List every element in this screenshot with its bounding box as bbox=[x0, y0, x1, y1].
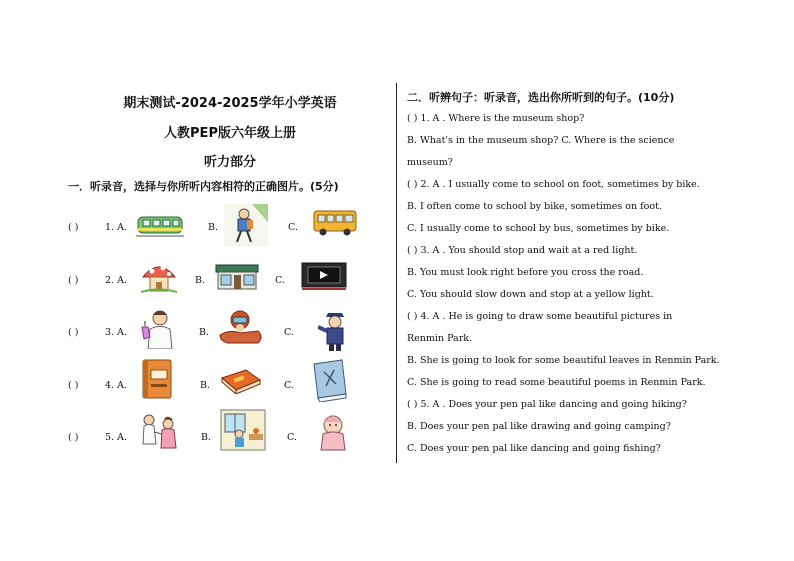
answer-blank[interactable]: ( ) bbox=[68, 432, 79, 443]
q2-option-b: B. I often come to school by bike, sometimes on foot. bbox=[407, 201, 662, 212]
q4-option-b: B. She is going to look for some beautiful leaves in Renmin Park. bbox=[407, 355, 720, 366]
section2-heading: 二．听辨句子：听录音，选出你所听到的句子。(10分) bbox=[407, 91, 675, 104]
q3-option-c: C. You should slow down and stop at a yellow light. bbox=[407, 289, 654, 300]
answer-blank[interactable]: ( ) bbox=[68, 380, 79, 391]
section1-heading: 一．听录音，选择与你所听内容相符的正确图片。(5分) bbox=[68, 180, 339, 193]
q1-options-b-c: B. What's in the museum shop? C. Where is the science bbox=[407, 135, 675, 146]
pilot-icon bbox=[218, 307, 264, 349]
answer-blank[interactable]: ( ) bbox=[68, 327, 79, 338]
question-row-5 bbox=[68, 418, 398, 468]
exam-title: 期末测试-2024-2025学年小学英语 bbox=[123, 96, 337, 111]
q3-option-a: ( ) 3. A . You should stop and wait at a red light. bbox=[407, 245, 638, 256]
q1-option-a: ( ) 1. A . Where is the museum shop? bbox=[407, 113, 585, 124]
window-room-icon bbox=[219, 408, 267, 452]
q5-option-a: ( ) 5. A . Does your pen pal like dancing and going hiking? bbox=[407, 399, 687, 410]
q4-option-c: C. She is going to read some beautiful poems in Renmin Park. bbox=[407, 377, 706, 388]
option-b-label: B. bbox=[201, 432, 212, 443]
option-c-label: C. bbox=[284, 380, 294, 391]
option-c-label: C. bbox=[284, 327, 294, 338]
answer-blank[interactable]: ( ) bbox=[68, 222, 79, 233]
q4-option-a-cont: Renmin Park. bbox=[407, 333, 473, 344]
answer-blank[interactable]: ( ) bbox=[68, 275, 79, 286]
train-icon bbox=[136, 212, 184, 240]
q4-option-a: ( ) 4. A . He is going to draw some beautiful pictures in bbox=[407, 311, 673, 322]
option-c-label: C. bbox=[288, 222, 298, 233]
q5-option-b: B. Does your pen pal like drawing and going camping? bbox=[407, 421, 671, 432]
question-number: 5. A. bbox=[105, 432, 127, 443]
option-c-label: C. bbox=[275, 275, 285, 286]
notebook-icon bbox=[308, 358, 350, 402]
q5-option-c: C. Does your pen pal like dancing and going fishing? bbox=[407, 443, 661, 454]
option-b-label: B. bbox=[199, 327, 210, 338]
listening-part-title: 听力部分 bbox=[203, 155, 256, 170]
question-number: 2. A. bbox=[105, 275, 127, 286]
option-b-label: B. bbox=[195, 275, 206, 286]
walking-boy-icon bbox=[224, 204, 268, 246]
q2-option-c: C. I usually come to school by bus, sometimes by bike. bbox=[407, 223, 670, 234]
baby-icon bbox=[315, 412, 351, 452]
question-number: 1. A. bbox=[105, 222, 127, 233]
doctor-patient-icon bbox=[140, 410, 180, 452]
question-row-2 bbox=[68, 261, 398, 311]
scientist-icon bbox=[138, 307, 176, 349]
option-b-label: B. bbox=[208, 222, 219, 233]
q3-option-b: B. You must look right before you cross the road. bbox=[407, 267, 644, 278]
option-c-label: C. bbox=[287, 432, 297, 443]
dictionary-icon bbox=[140, 358, 174, 400]
column-divider bbox=[396, 83, 397, 463]
book-icon bbox=[218, 366, 262, 394]
question-number: 3. A. bbox=[105, 327, 127, 338]
mushroom-house-icon bbox=[141, 261, 177, 293]
question-row-3 bbox=[68, 313, 398, 363]
shop-icon bbox=[214, 263, 260, 291]
question-number: 4. A. bbox=[105, 380, 127, 391]
q1-option-c-cont: museum? bbox=[407, 157, 453, 168]
option-b-label: B. bbox=[200, 380, 211, 391]
question-row-1 bbox=[68, 208, 398, 258]
bus-icon bbox=[312, 208, 358, 238]
cinema-icon bbox=[300, 261, 348, 291]
q2-option-a: ( ) 2. A . I usually come to school on foot, sometimes by bike. bbox=[407, 179, 700, 190]
exam-subtitle: 人教PEP版六年级上册 bbox=[164, 126, 296, 141]
police-officer-icon bbox=[318, 307, 352, 351]
